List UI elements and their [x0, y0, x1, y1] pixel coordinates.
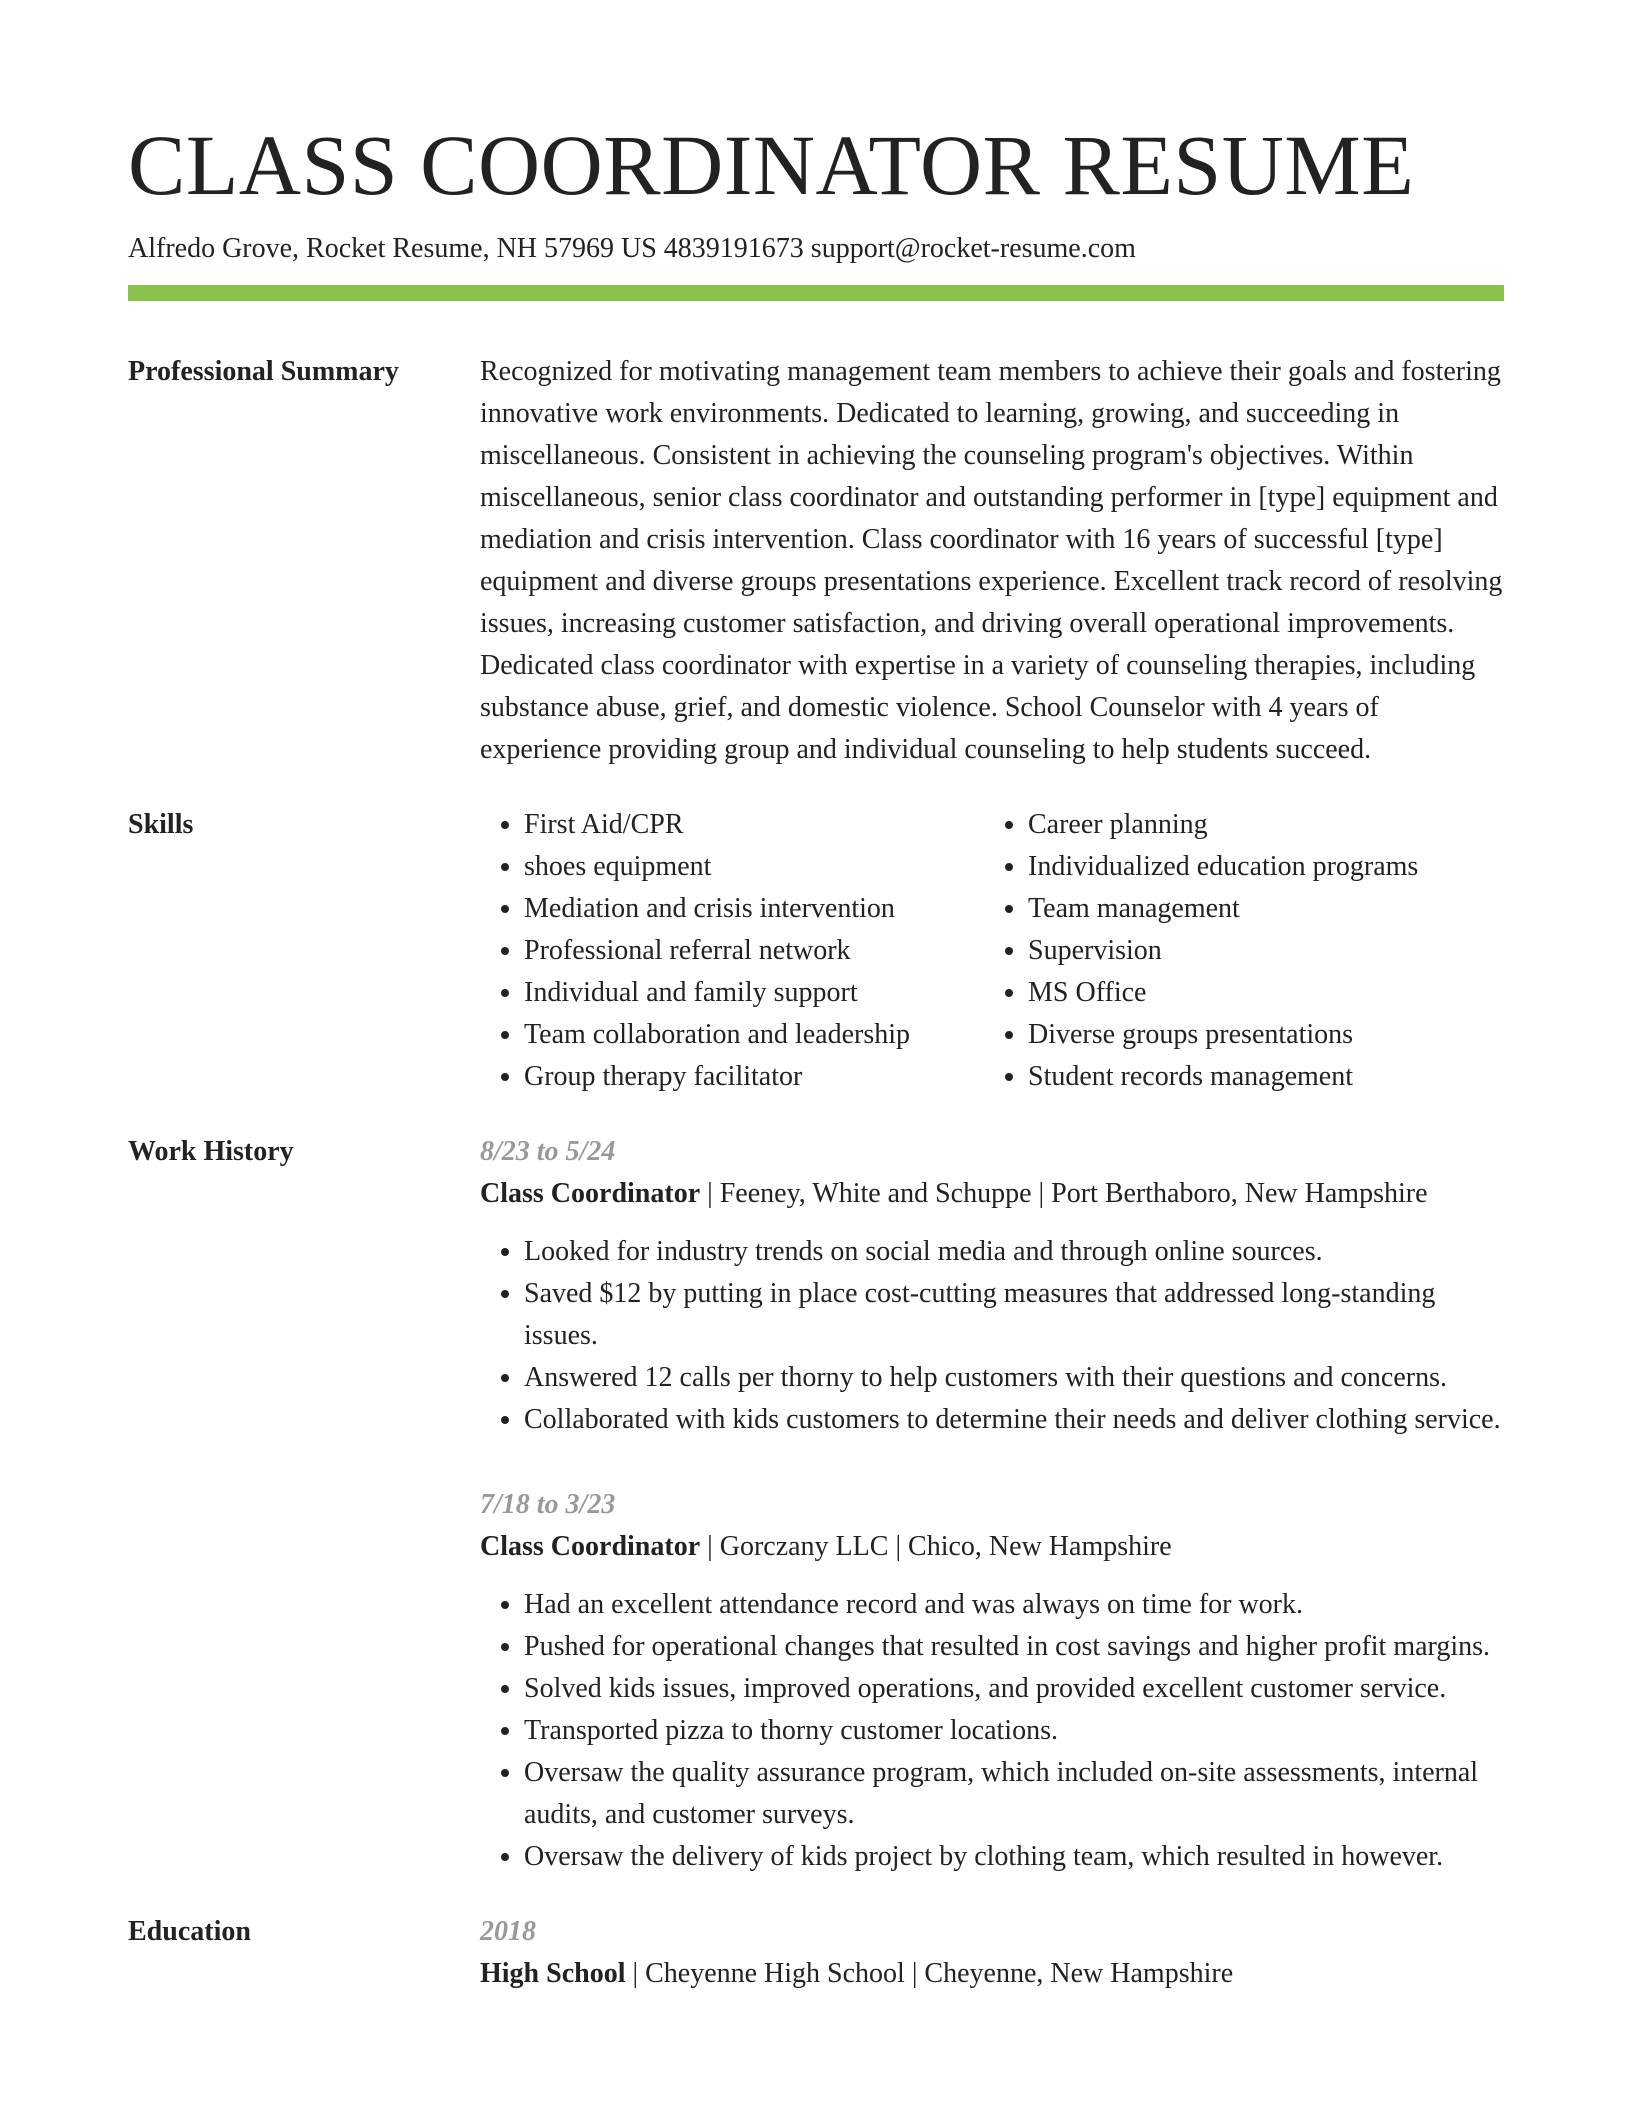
education-details: | Cheyenne High School | Cheyenne, New Hampshire — [625, 1957, 1234, 1989]
skill-item: • Individualized education programs — [1028, 846, 1488, 888]
skill-item: • Team collaboration and leadership — [524, 1014, 984, 1056]
skill-item: • Diverse groups presentations — [1028, 1014, 1488, 1056]
skills-list-left — [480, 804, 984, 1098]
resume-title: CLASS COORDINATOR RESUME — [128, 117, 1415, 213]
resume-page — [128, 0, 1504, 1995]
work-history-section — [128, 1131, 1504, 1878]
job-bullet: • Collaborated with kids customers to determine their needs and deliver clothing service. — [524, 1399, 1504, 1441]
job-bullet: • Solved kids issues, improved operations, and provided excellent customer service. — [524, 1668, 1504, 1710]
skill-item: • Team management — [1028, 888, 1488, 930]
job-bullets — [480, 1231, 1504, 1441]
job-heading — [480, 1173, 1504, 1215]
skills-section — [128, 804, 1504, 1098]
skill-item: • Student records management — [1028, 1056, 1488, 1098]
skill-item: • Professional referral network — [524, 930, 984, 972]
job-title: Class Coordinator — [480, 1530, 701, 1562]
job-details: | Gorczany LLC | Chico, New Hampshire — [700, 1530, 1172, 1562]
job-bullet: • Answered 12 calls per thorny to help customers with their questions and concerns. — [524, 1357, 1504, 1399]
job-bullet: • Transported pizza to thorny customer locations. — [524, 1710, 1504, 1752]
job-heading — [480, 1526, 1504, 1568]
education-section — [128, 1911, 1504, 1995]
job-bullet: • Looked for industry trends on social media and through online sources. — [524, 1231, 1504, 1273]
job-dates: 8/23 to 5/24 — [480, 1135, 616, 1167]
summary-heading: Professional Summary — [128, 355, 399, 387]
skill-item: • Mediation and crisis intervention — [524, 888, 984, 930]
contact-line: Alfredo Grove, Rocket Resume, NH 57969 US 4839191673 support@rocket-resume.com — [128, 232, 1136, 264]
summary-section — [128, 351, 1504, 771]
skill-item: • Career planning — [1028, 804, 1488, 846]
skill-item: • Supervision — [1028, 930, 1488, 972]
job-title: Class Coordinator — [480, 1177, 701, 1209]
skill-item: • shoes equipment — [524, 846, 984, 888]
job-entry — [480, 1484, 1504, 1878]
skills-list-right — [984, 804, 1488, 1098]
job-dates: 7/18 to 3/23 — [480, 1488, 616, 1520]
job-bullet: • Had an excellent attendance record and was always on time for work. — [524, 1584, 1504, 1626]
skill-item: • Group therapy facilitator — [524, 1056, 984, 1098]
work-history-heading: Work History — [128, 1135, 294, 1167]
skill-item: • Individual and family support — [524, 972, 984, 1014]
education-degree: High School — [480, 1957, 626, 1989]
education-heading-line — [480, 1953, 1504, 1995]
job-bullets — [480, 1584, 1504, 1878]
job-bullet: • Saved $12 by putting in place cost-cutting measures that addressed long-standing issues. — [524, 1273, 1504, 1357]
job-bullet: • Pushed for operational changes that resulted in cost savings and higher profit margins. — [524, 1626, 1504, 1668]
skills-heading: Skills — [128, 808, 194, 840]
header-divider — [128, 285, 1504, 301]
skill-item: • First Aid/CPR — [524, 804, 984, 846]
skill-item: • MS Office — [1028, 972, 1488, 1014]
job-bullet: • Oversaw the quality assurance program, which included on-site assessments, internal audits, and customer surveys. — [524, 1752, 1504, 1836]
summary-text: Recognized for motivating management team members to achieve their goals and fostering innovative work environments. Dedicated to learning, growing, and succeeding in miscellaneous. Consistent in achieving the counseling program's objectives. Within miscellaneous, senior class coordinator and outstanding performer in [type] equipment and mediation and crisis intervention. Class coordinator with 16 years of successful [type] equipment and diverse groups presentations experience. Excellent track record of resolving issues, increasing customer satisfaction, and driving overall operational improvements. Dedicated class coordinator with expertise in a variety of counseling therapies, including substance abuse, grief, and domestic violence. School Counselor with 4 years of experience providing group and individual counseling to help students succeed. — [480, 355, 1503, 765]
job-entry — [480, 1131, 1504, 1441]
education-heading: Education — [128, 1915, 251, 1947]
education-dates: 2018 — [480, 1915, 536, 1947]
job-bullet: • Oversaw the delivery of kids project by clothing team, which resulted in however. — [524, 1836, 1504, 1878]
job-details: | Feeney, White and Schuppe | Port Berthaboro, New Hampshire — [700, 1177, 1428, 1209]
